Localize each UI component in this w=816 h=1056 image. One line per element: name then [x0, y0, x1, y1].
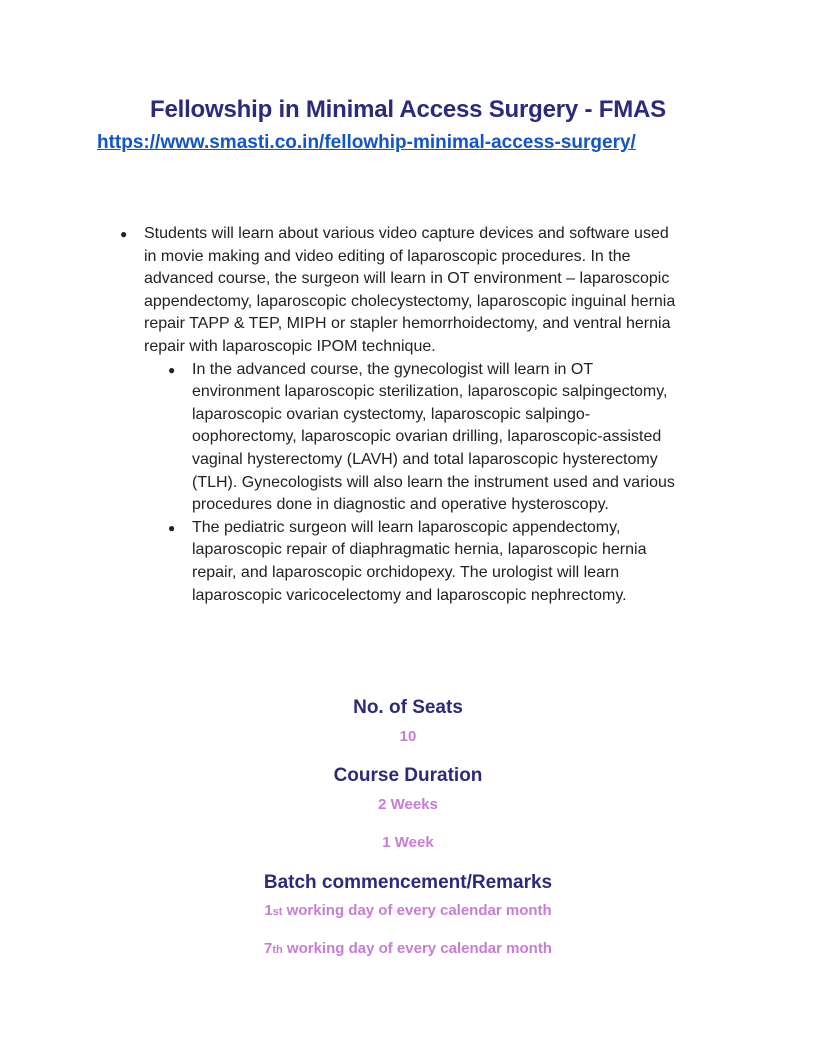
batch-row-text: working day of every calendar month	[282, 902, 552, 919]
bullet-icon: ●	[120, 227, 128, 241]
list-item	[120, 223, 684, 359]
seats-heading: No. of Seats	[353, 697, 463, 718]
duration-value: 1 Week	[382, 834, 434, 851]
batch-row	[0, 940, 816, 957]
page-title: Fellowship in Minimal Access Surgery - FMAS	[150, 96, 666, 123]
list-item	[168, 517, 684, 607]
seats-value: 10	[399, 728, 417, 745]
batch-row	[0, 902, 816, 919]
list-item	[168, 359, 684, 517]
duration-value: 2 Weeks	[378, 796, 438, 813]
batch-row-text: working day of every calendar month	[282, 940, 552, 957]
bullet-icon: ●	[168, 520, 176, 535]
list-item-text: Students will learn about various video capture devices and software used in movie making and video editing of laparoscopic procedures. In the advanced course, the surgeon will learn in OT environment – laparoscopic appendectomy, laparoscopic cholecystectomy, laparoscopic inguinal hernia repair TAPP & TEP, MIPH or stapler hemorrhoidectomy, and ventral hernia repair with laparoscopic IPOM technique.	[144, 225, 676, 355]
batch-row-suffix: st	[272, 906, 283, 918]
batch-row-suffix: th	[272, 944, 283, 956]
batch-row-number: 1	[264, 902, 273, 919]
batch-row-number: 7	[264, 940, 273, 957]
duration-heading: Course Duration	[333, 765, 483, 786]
description-list	[0, 223, 816, 607]
list-item-text: In the advanced course, the gynecologist will learn in OT environment laparoscopic sterilization, laparoscopic salpingectomy, laparoscopic ovarian cystectomy, laparoscopic salpingo-oophorectomy, laparoscopic ovarian drilling, laparoscopic-assisted vaginal hysterectomy (LAVH) and total laparoscopic hysterectomy (TLH). Gynecologists will also learn the instrument used and various procedures done in diagnostic and operative hysteroscopy.	[192, 360, 675, 514]
fellowship-link[interactable]: https://www.smasti.co.in/fellowhip-minimal-access-surgery/	[97, 132, 636, 153]
bullet-icon: ●	[168, 362, 176, 377]
list-item-text: The pediatric surgeon will learn laparoscopic appendectomy, laparoscopic repair of diaphragmatic hernia, laparoscopic hernia repair, and laparoscopic orchidopexy. The urologist will learn laparoscopic varicocelectomy and laparoscopic nephrectomy.	[192, 518, 647, 604]
batch-heading: Batch commencement/Remarks	[263, 872, 553, 893]
